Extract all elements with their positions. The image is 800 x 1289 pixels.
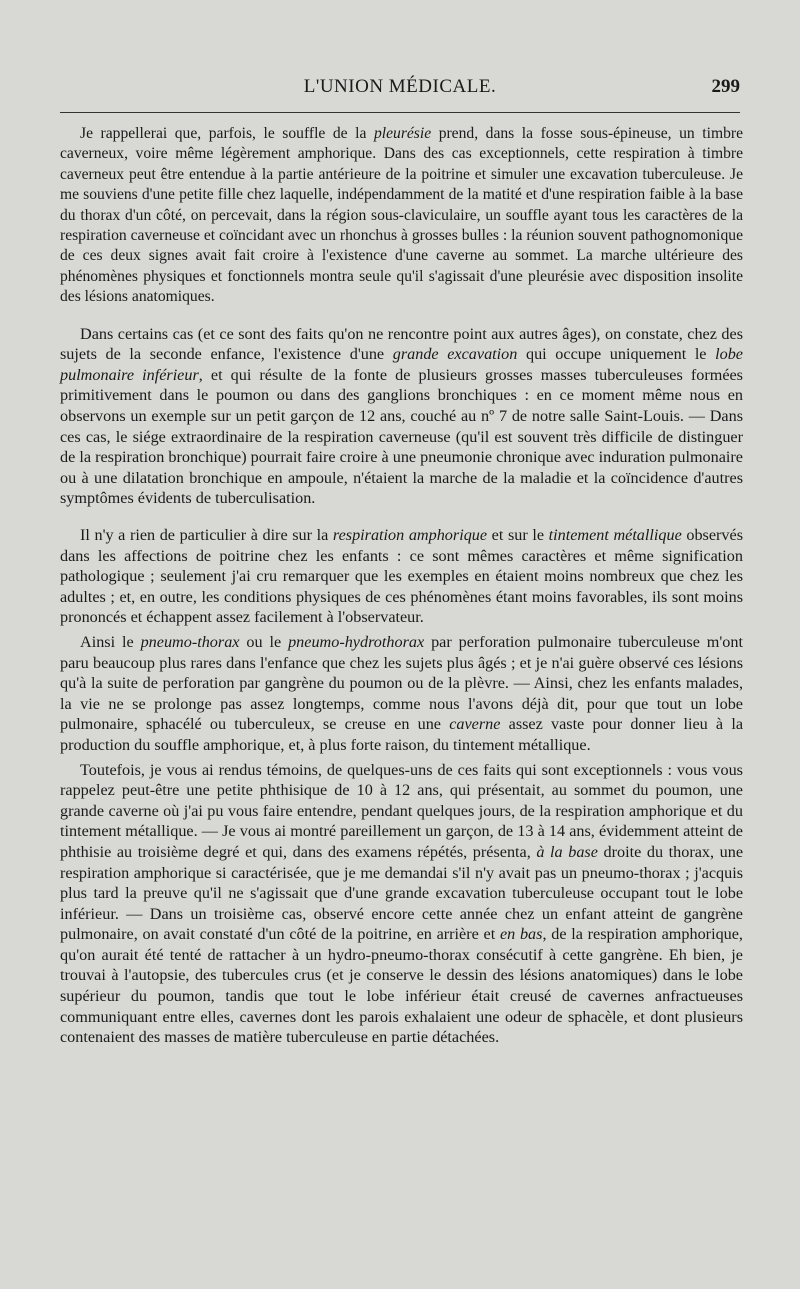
page-number: 299 xyxy=(711,76,740,97)
body-text xyxy=(60,124,743,1048)
page-header xyxy=(60,76,740,106)
header-rule xyxy=(60,112,740,113)
paragraph-grande-excavation: Dans certains cas (et ce sont des faits qu'on ne rencontre point aux autres âges), on constate, chez des sujets de la seconde enfance, l'existence d'une grande excavation qui occupe uniquement le lobe pulmonaire inférieur, et qui résulte de la fonte de plusieurs grosses masses tuberculeuses formées primitivement dans le poumon ou dans des ganglions bronchiques : en ce moment même nous en observons un exemple sur un petit garçon de 12 ans, couché au nº 7 de notre salle Saint-Louis. — Dans ces cas, le siége extraordinaire de la respiration caverneuse (qu'il est souvent très difficile de distinguer de la respiration bronchique) pourrait faire croire à une pneumonie chronique avec induration pulmonaire ou à une dilatation bronchique en ampoule, n'étaient la marche de la maladie et la coïncidence d'autres symptômes évidents de tuberculisation. xyxy=(60,324,743,508)
paragraph-pneumo-thorax: Ainsi le pneumo-thorax ou le pneumo-hydrothorax par perforation pulmonaire tuberculeuse m'ont paru beaucoup plus rares dans l'enfance que chez les sujets plus âgés ; et je n'ai guère observé ces lésions qu'à la suite de perforation par gangrène du poumon ou de la plèvre. — Ainsi, chez les enfants malades, la vie ne se prolonge pas assez longtemps, comme nous l'avons déjà dit, pour que tout un lobe pulmonaire, sphacélé ou tuberculeux, se creuse en une caverne assez vaste pour donner lieu à la production du souffle amphorique, et, à plus forte raison, du tintement métallique. xyxy=(60,632,743,754)
paragraph-pleuresie: Je rappellerai que, parfois, le souffle de la pleurésie prend, dans la fosse sous-épineuse, un timbre caverneux, voire même légèrement amphorique. Dans des cas exceptionnels, cette respiration à timbre caverneux peut être entendue à la partie antérieure de la poitrine et simuler une excavation tuberculeuse. Je me souviens d'une petite fille chez laquelle, indépendamment de la matité et d'une respiration faible à la base du thorax d'un côté, on percevait, dans la région sous-claviculaire, un souffle ayant tous les caractères de la respiration caverneuse et coïncidant avec un rhonchus à grosses bulles : la réunion souvent pathognomonique de ces deux signes avait fait croire à l'existence d'une caverne au sommet. La marche ultérieure des phénomènes physiques et fonctionnels montra seule qu'il s'agissait d'une pleurésie avec disposition insolite des lésions anatomiques. xyxy=(60,125,743,306)
paragraph-toutefois: Toutefois, je vous ai rendus témoins, de quelques-uns de ces faits qui sont exceptionnels : vous vous rappelez peut-être une petite phthisique de 10 à 12 ans, qui présentait, au sommet du poumon, une grande caverne où j'ai pu vous faire entendre, pendant quelques jours, de la respiration amphorique et du tintement métallique. — Je vous ai montré pareillement un garçon, de 13 à 14 ans, évidemment atteint de phthisie au troisième degré et qui, dans des examens répétés, présenta, à la base droite du thorax, une respiration amphorique si caractérisée, que je me demandai s'il n'y avait pas un pneumo-thorax ; j'acquis plus tard la preuve qu'il ne s'agissait que d'une grande excavation tuberculeuse occupant tout le lobe inférieur. — Dans un troisième cas, observé encore cette année chez un enfant atteint de gangrène pulmonaire, on avait constaté d'un côté de la poitrine, en arrière et en bas, de la respiration amphorique, qu'on aurait été tenté de rattacher à un hydro-pneumo-thorax consécutif à cette gangrène. Eh bien, je trouvai à l'autopsie, des tubercules crus (et je conserve le dessin des lésions anatomiques) dans le lobe supérieur du poumon, tandis que tout le lobe inférieur était creusé de cavernes anfractueuses communiquant entre elles, cavernes dont les parois exhalaient une odeur de sphacèle, et dont plusieurs contenaient des masses de matière tuberculeuse en partie détachées. xyxy=(60,760,744,1047)
running-title: L'UNION MÉDICALE. xyxy=(303,76,497,97)
paragraph-respiration-amphorique: Il n'y a rien de particulier à dire sur la respiration amphorique et sur le tintement métallique observés dans les affections de poitrine chez les enfants : ce sont mêmes caractères et même signification pathologique ; seulement j'ai cru remarquer que les exemples en étaient moins nombreux que chez les adultes ; et, en outre, les conditions physiques de ces phénomènes étant moins favorables, ils sont moins prononcés et échappent assez facilement à l'observateur. xyxy=(60,526,744,627)
